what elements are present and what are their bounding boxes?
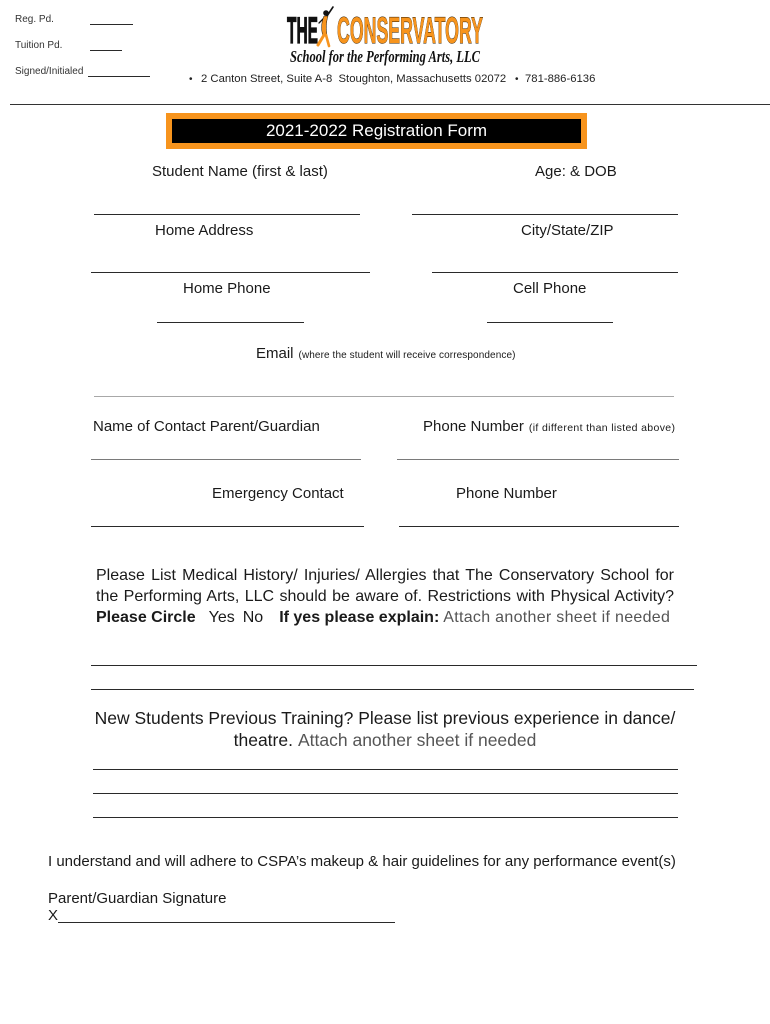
conservatory-logo	[280, 4, 490, 68]
guardian-phone-note: (if different than listed above)	[528, 422, 676, 434]
logo-tagline: School for the Performing Arts, LLC	[290, 47, 481, 66]
no-option[interactable]: No	[242, 609, 264, 626]
medical-question-line: the Performing Arts, LLC should be aware of. Restrictions with Physical Activity?	[96, 588, 674, 605]
acknowledgement-text: I understand and will adhere to CSPA’s makeup & hair guidelines for any performance event(s)	[48, 853, 676, 870]
email-label-group	[256, 345, 516, 365]
home-address-label: Home Address	[155, 222, 254, 239]
medical-attach-note: Attach another sheet if needed	[443, 609, 671, 626]
logo-the-text: THE	[287, 10, 318, 51]
guardian-phone-field[interactable]	[397, 459, 679, 460]
signature-field[interactable]	[58, 922, 395, 923]
signature-label: Parent/Guardian Signature	[48, 890, 227, 907]
tuition-pd-label: Tuition Pd.	[15, 40, 63, 51]
signed-initialed-label: Signed/Initialed	[15, 66, 84, 77]
cell-phone-field[interactable]	[487, 322, 613, 323]
home-address-field[interactable]	[91, 272, 370, 273]
header-divider	[10, 104, 770, 105]
logo-conservatory-text: CONSERVATORY	[337, 10, 484, 51]
email-label: Email	[256, 345, 294, 362]
training-question-line: New Students Previous Training? Please list previous experience in dance/	[94, 708, 676, 728]
guardian-phone-label-group	[423, 418, 675, 437]
home-phone-field[interactable]	[157, 322, 304, 323]
reg-pd-label: Reg. Pd.	[15, 14, 54, 25]
medical-explain-line[interactable]	[91, 689, 694, 690]
dancer-icon	[318, 7, 333, 46]
medical-explain-line[interactable]	[91, 665, 697, 666]
student-name-label: Student Name (first & last)	[152, 163, 328, 180]
dancer-back-leg	[318, 35, 324, 45]
emergency-contact-label: Emergency Contact	[212, 485, 344, 502]
explain-label: If yes please explain:	[279, 609, 440, 626]
school-phone: 781-886-6136	[525, 73, 596, 85]
emergency-phone-field[interactable]	[399, 526, 679, 527]
address-bullet: •	[189, 74, 193, 85]
training-line[interactable]	[93, 793, 678, 794]
training-line[interactable]	[93, 817, 678, 818]
phone-bullet: •	[515, 74, 519, 85]
age-dob-label: Age: & DOB	[535, 163, 617, 180]
email-note: (where the student will receive correspondence)	[298, 350, 516, 361]
training-continuation: theatre.	[233, 730, 293, 750]
dancer-front-leg	[326, 35, 329, 46]
form-title: 2021-2022 Registration Form	[265, 121, 488, 140]
guardian-name-label: Name of Contact Parent/Guardian	[93, 418, 320, 435]
guardian-phone-label: Phone Number	[423, 418, 524, 435]
cell-phone-label: Cell Phone	[513, 280, 587, 297]
training-question-line-2	[75, 729, 695, 751]
medical-question-line: Please List Medical History/ Injuries/ Allergies that The Conservatory School for	[96, 567, 674, 584]
school-address: 2 Canton Street, Suite A-8 Stoughton, Massachusetts 02072	[201, 73, 507, 85]
student-name-field[interactable]	[94, 214, 360, 215]
emergency-phone-label: Phone Number	[456, 485, 557, 502]
medical-circle-line	[96, 607, 674, 628]
training-line[interactable]	[93, 769, 678, 770]
reg-pd-field[interactable]	[90, 24, 133, 25]
city-state-zip-field[interactable]	[432, 272, 678, 273]
signature-x-mark: X	[48, 907, 59, 924]
training-attach-note: Attach another sheet if needed	[297, 730, 537, 750]
home-phone-label: Home Phone	[183, 280, 271, 297]
email-field[interactable]	[94, 396, 674, 397]
please-circle-label: Please Circle	[96, 609, 196, 626]
age-dob-field[interactable]	[412, 214, 678, 215]
yes-option[interactable]: Yes	[208, 609, 235, 626]
guardian-name-field[interactable]	[91, 459, 361, 460]
medical-question	[96, 565, 674, 628]
form-title-banner	[166, 113, 587, 149]
city-state-zip-label: City/State/ZIP	[521, 222, 614, 239]
training-question	[75, 707, 695, 751]
emergency-contact-field[interactable]	[91, 526, 364, 527]
tuition-pd-field[interactable]	[90, 50, 122, 51]
signed-initialed-field[interactable]	[88, 76, 150, 77]
